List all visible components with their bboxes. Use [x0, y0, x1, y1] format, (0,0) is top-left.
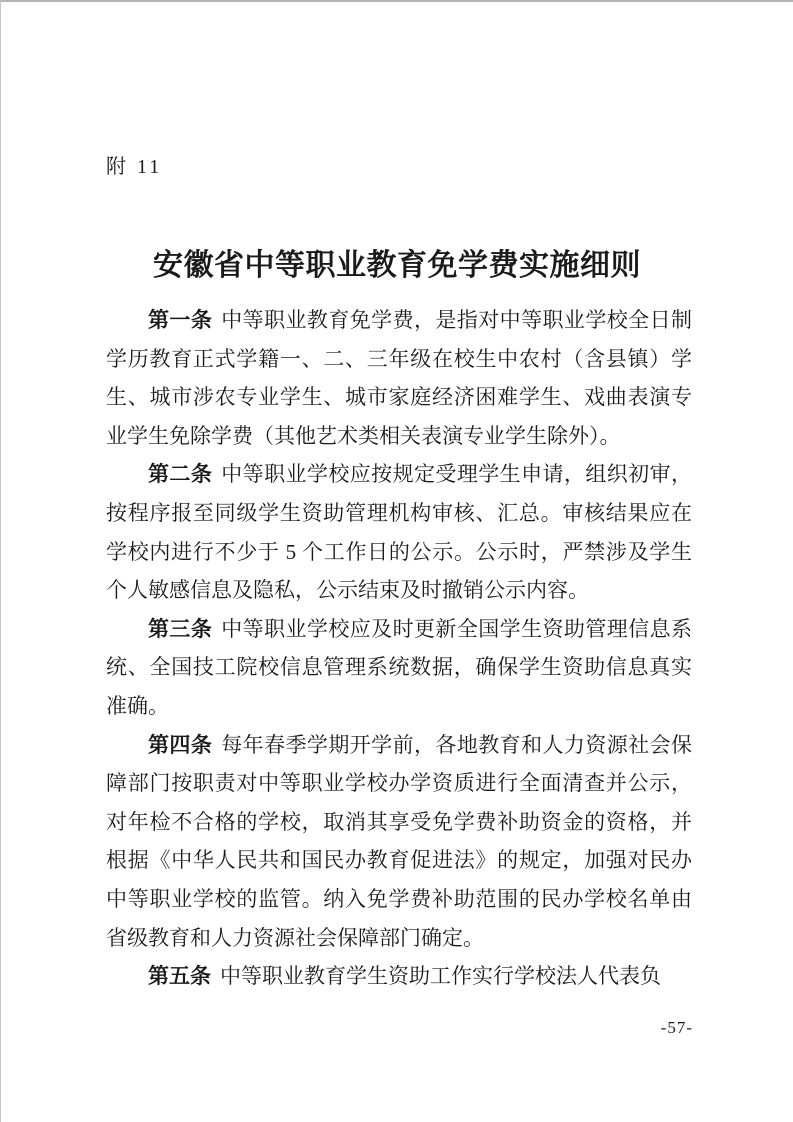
- document-body: [106, 301, 692, 996]
- article-number: 第二条: [148, 462, 213, 487]
- article-text: 中等职业学校应按规定受理学生申请，组织初审，按程序报至同级学生资助管理机构审核、汇总。审核结果应在学校内进行不少于 5 个工作日的公示。公示时，严禁涉及学生个人敏感信息及隐私，公示结束及时撤销公示内容。: [106, 462, 692, 603]
- article-number: 第五条: [148, 964, 211, 989]
- article-number: 第四条: [148, 732, 213, 757]
- article-text: 中等职业学校应及时更新全国学生资助管理信息系统、全国技工院校信息管理系统数据，确保学生资助信息真实准确。: [106, 616, 692, 718]
- article-text: 每年春季学期开学前，各地教育和人力资源社会保障部门按职责对中等职业学校办学资质进行全面清查并公示，对年检不合格的学校，取消其享受免学费补助资金的资格，并根据《中华人民共和国民办教育促进法》的规定，加强对民办中等职业学校的监管。纳入免学费补助范围的民办学校名单由省级教育和人力资源社会保障部门确定。: [106, 732, 692, 950]
- article-paragraph: [106, 301, 692, 455]
- attachment-label: 附 11: [106, 156, 163, 178]
- article-text: 中等职业教育免学费，是指对中等职业学校全日制学历教育正式学籍一、二、三年级在校生中农村（含县镇）学生、城市涉农专业学生、城市家庭经济困难学生、戏曲表演专业学生免除学费（其他艺术类相关表演专业学生除外）。: [106, 308, 692, 448]
- page-number: -57-: [660, 1018, 693, 1037]
- article-paragraph: [106, 610, 692, 726]
- article-paragraph: [106, 726, 692, 958]
- article-number: 第一条: [148, 308, 213, 332]
- article-number: 第三条: [148, 616, 213, 641]
- article-text: 中等职业教育学生资助工作实行学校法人代表负: [220, 964, 661, 989]
- article-paragraph: [106, 455, 692, 609]
- document-title: 安徽省中等职业教育免学费实施细则: [153, 249, 641, 283]
- article-paragraph: [106, 957, 692, 996]
